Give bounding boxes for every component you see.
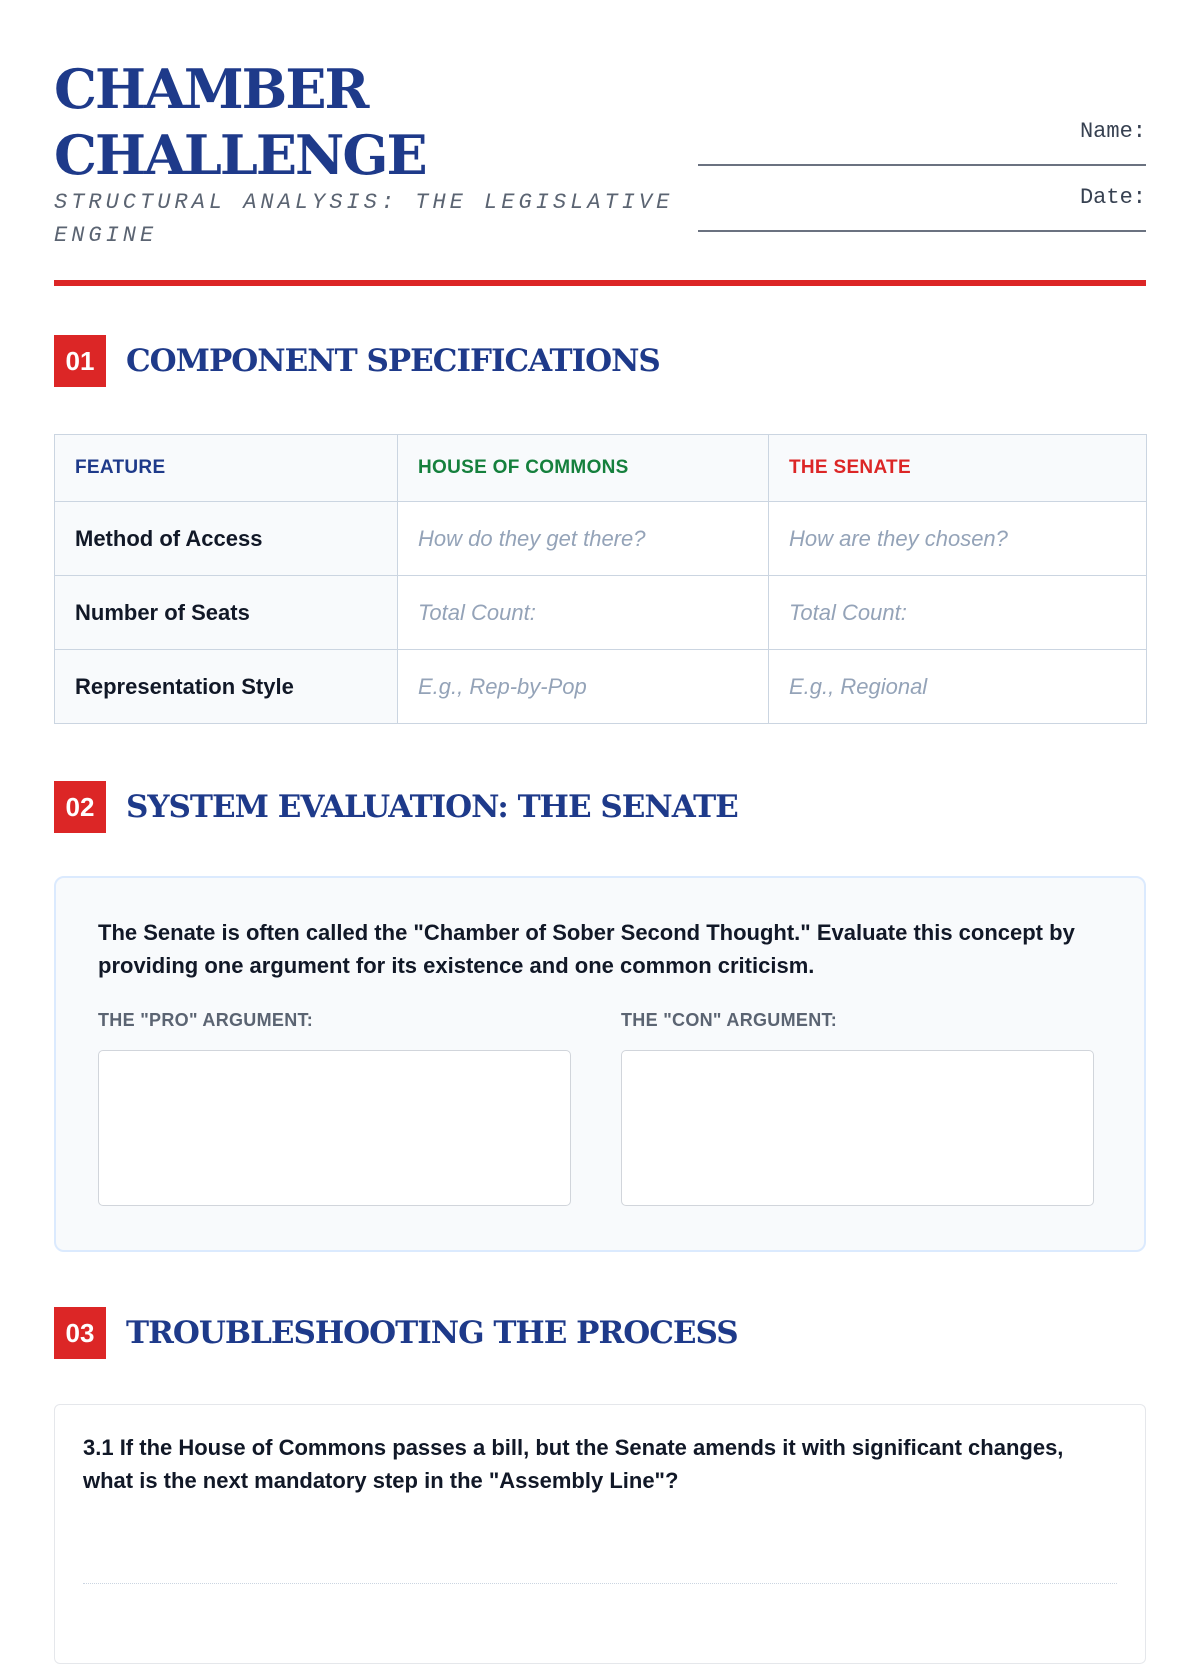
- name-label: Name:: [1079, 119, 1146, 144]
- date-label: Date:: [1079, 185, 1146, 210]
- section-3-heading: [54, 1306, 738, 1360]
- senate-representation-answer[interactable]: E.g., Regional: [769, 650, 1147, 724]
- pro-argument-label: THE "PRO" ARGUMENT:: [98, 1010, 314, 1030]
- section-1-title: COMPONENT SPECIFICATIONS: [126, 343, 660, 379]
- name-row: [698, 118, 1146, 184]
- header-the-senate: THE SENATE: [769, 435, 1147, 502]
- header-divider: [54, 280, 1146, 286]
- component-specifications-table: [54, 434, 1147, 724]
- worksheet-title: CHAMBER CHALLENGE: [54, 57, 426, 187]
- table-row: [55, 502, 1147, 576]
- commons-seats-answer[interactable]: Total Count:: [398, 576, 769, 650]
- section-3-title: TROUBLESHOOTING THE PROCESS: [126, 1315, 738, 1351]
- feature-method-of-access: Method of Access: [55, 502, 398, 576]
- question-3-1-text: 3.1 If the House of Commons passes a bill, but the Senate amends it with significant changes, what is the next mandatory step in the "Assembly Line"?: [83, 1435, 1064, 1493]
- con-argument-answer-box[interactable]: [621, 1050, 1094, 1206]
- date-row: [698, 184, 1146, 250]
- student-info: [698, 118, 1146, 250]
- header-house-of-commons: HOUSE OF COMMONS: [398, 435, 769, 502]
- section-2-title: SYSTEM EVALUATION: THE SENATE: [126, 789, 738, 825]
- section-3-number-badge: 03: [54, 1307, 106, 1359]
- senate-seats-answer[interactable]: Total Count:: [769, 576, 1147, 650]
- senate-access-answer[interactable]: How are they chosen?: [769, 502, 1147, 576]
- question-3-1-answer-line[interactable]: [83, 1583, 1117, 1584]
- con-argument-label: THE "CON" ARGUMENT:: [621, 1010, 838, 1030]
- section-2-heading: [54, 780, 738, 834]
- commons-access-answer[interactable]: How do they get there?: [398, 502, 769, 576]
- date-field[interactable]: [698, 230, 1146, 232]
- name-field[interactable]: [698, 164, 1146, 166]
- section-2-number-badge: 02: [54, 781, 106, 833]
- senate-evaluation-panel: [54, 876, 1146, 1252]
- feature-number-of-seats: Number of Seats: [55, 576, 398, 650]
- worksheet-header: [54, 56, 1146, 288]
- table-row: [55, 650, 1147, 724]
- commons-representation-answer[interactable]: E.g., Rep-by-Pop: [398, 650, 769, 724]
- section-1-heading: [54, 334, 660, 388]
- table-row: [55, 576, 1147, 650]
- table-header-row: [55, 435, 1147, 502]
- worksheet-page: [54, 56, 1146, 1493]
- question-3-1-card: [54, 1404, 1146, 1664]
- feature-representation-style: Representation Style: [55, 650, 398, 724]
- header-feature: FEATURE: [55, 435, 398, 502]
- evaluation-prompt: The Senate is often called the "Chamber of Sober Second Thought." Evaluate this concept by providing one argument for its existence and one common criticism.: [98, 920, 1075, 978]
- pro-argument-answer-box[interactable]: [98, 1050, 571, 1206]
- worksheet-subtitle: STRUCTURAL ANALYSIS: THE LEGISLATIVE ENGINE: [54, 190, 674, 248]
- section-1-number-badge: 01: [54, 335, 106, 387]
